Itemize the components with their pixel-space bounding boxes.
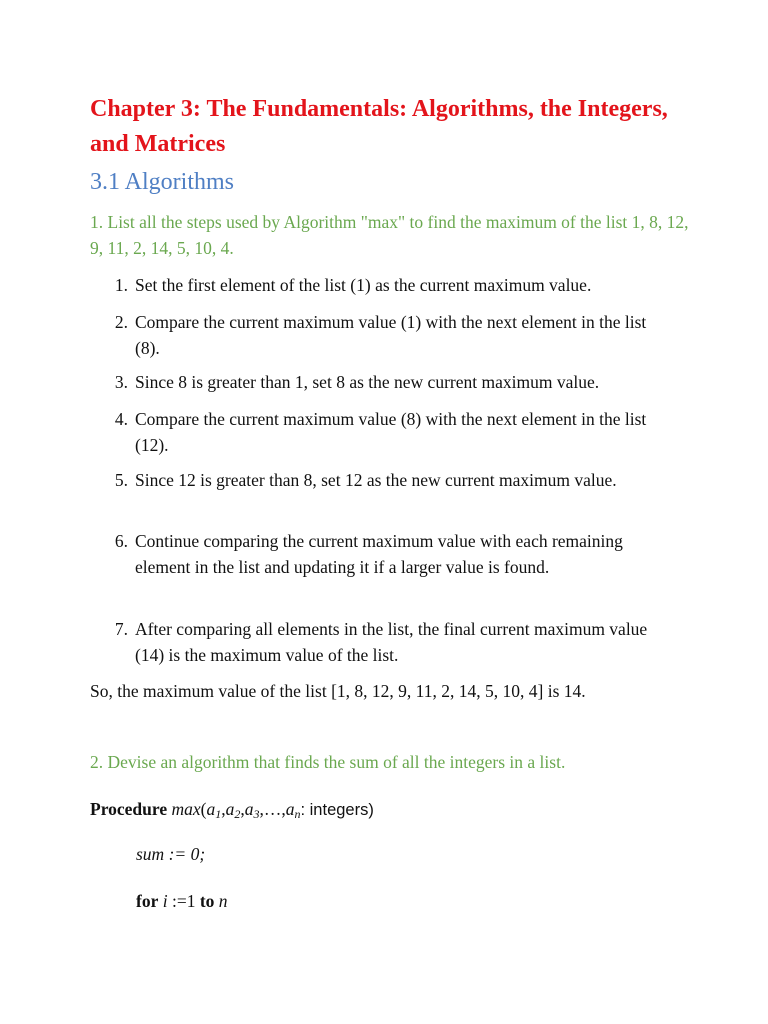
param-a2: a [225,799,235,819]
ellipsis: … [263,799,282,819]
loop-bound: n [218,891,228,911]
question-1: 1. List all the steps used by Algorithm "max" to find the maximum of the list 1, 8, 12, 9, 11, 2, 14, 5, 10, 4. [90,212,689,258]
loop-variable: i [162,891,168,911]
separator: , [240,799,245,819]
paren-open: ( [200,799,207,819]
procedure-keyword: Procedure [90,799,168,819]
step-number: 6. [114,531,128,551]
param-an: a [285,799,295,819]
step-text: Continue comparing the current maximum value with each remaining element in the list and updating it if a larger value is found. [135,531,623,577]
to-keyword: to [199,891,215,911]
separator: , [259,799,264,819]
code-sum-init: sum := 0; [136,844,206,864]
step-text: Set the first element of the list (1) as the current maximum value. [135,275,592,295]
procedure-signature [90,796,690,827]
procedure-name: max [171,799,201,819]
param-a3: a [244,799,254,819]
separator: , [221,799,226,819]
step-text: After comparing all elements in the list, the final current maximum value (14) is the maximum value of the list. [135,619,648,665]
question-2: 2. Devise an algorithm that finds the sum of all the integers in a list. [90,752,566,772]
loop-assign: :=1 [167,891,200,911]
code-for-loop [136,888,228,914]
step-number: 4. [114,409,128,429]
step-number: 3. [114,372,128,392]
separator: , [281,799,286,819]
section-heading: 3.1 Algorithms [90,169,235,195]
step-number: 2. [114,312,128,332]
for-keyword: for [136,891,159,911]
subscript-2: 2 [234,807,241,821]
step-text: Since 8 is greater than 1, set 8 as the new current maximum value. [135,372,600,392]
step-number: 1. [114,275,128,295]
param-a1: a [206,799,216,819]
step-number: 5. [114,470,128,490]
step-number: 7. [114,619,128,639]
chapter-title: Chapter 3: The Fundamentals: Algorithms, the Integers, and Matrices [90,96,668,157]
step-text: Compare the current maximum value (1) with the next element in the list (8). [135,312,647,358]
params-type: : integers) [300,801,374,819]
conclusion-text: So, the maximum value of the list [1, 8, 12, 9, 11, 2, 14, 5, 10, 4] is 14. [90,681,586,701]
subscript-3: 3 [253,807,260,821]
step-text: Compare the current maximum value (8) with the next element in the list (12). [135,409,647,455]
subscript-n: n [294,807,301,821]
step-text: Since 12 is greater than 8, set 12 as the new current maximum value. [135,470,617,490]
subscript-1: 1 [215,807,222,821]
